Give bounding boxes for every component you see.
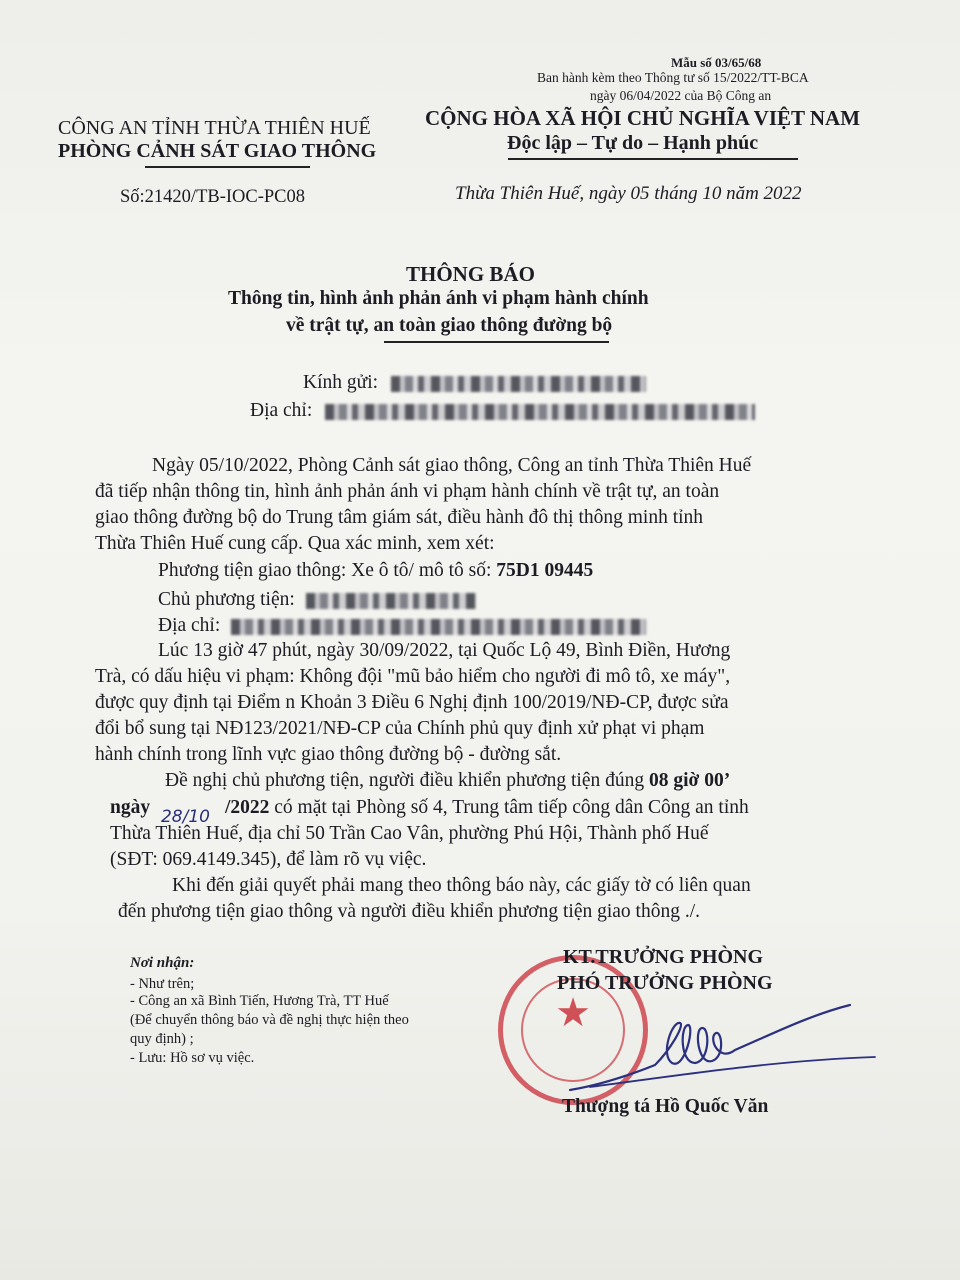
owner-address-row [158,615,646,637]
place-date: Thừa Thiên Huế, ngày 05 tháng 10 năm 2022 [455,183,802,204]
recipient-label: Kính gửi: [303,372,379,393]
body-para1-line1: Ngày 05/10/2022, Phòng Cảnh sát giao thông, Công an tỉnh Thừa Thiên Huế [152,455,752,476]
violation-line3: được quy định tại Điểm n Khoản 3 Điều 6 Nghị định 100/2019/NĐ-CP, được sửa [95,692,729,713]
national-motto: Độc lập – Tự do – Hạnh phúc [507,132,759,154]
violation-line1: Lúc 13 giờ 47 phút, ngày 30/09/2022, tại Quốc Lộ 49, Bình Điền, Hương [158,640,731,661]
request-line1 [165,770,730,792]
request-line4: (SĐT: 069.4149.345), để làm rõ vụ việc. [110,849,427,870]
appointment-year: /2022 [224,797,270,818]
recipients-line1: - Như trên; [130,976,195,992]
signature-title1: KT.TRƯỞNG PHÒNG [563,946,763,968]
document-title: THÔNG BÁO [406,262,535,286]
title-underline [384,341,609,343]
document-subtitle-line1: Thông tin, hình ảnh phản ánh vi phạm hành chính [228,288,649,309]
request-line2 [110,797,749,827]
body-para1-line4: Thừa Thiên Huế cung cấp. Qua xác minh, xem xét: [95,533,495,554]
recipients-line2: - Công an xã Bình Tiến, Hương Trà, TT Huế [130,993,389,1009]
country-name: CỘNG HÒA XÃ HỘI CHỦ NGHĨA VIỆT NAM [425,106,861,130]
document-number: Số:21420/TB-IOC-PC08 [120,187,306,207]
request-location: có mặt tại Phòng số 4, Trung tâm tiếp công dân Công an tỉnh [274,797,749,818]
owner-address-label: Địa chỉ: [158,615,221,636]
signature-title2: PHÓ TRƯỞNG PHÒNG [557,972,773,994]
redacted-owner-name [306,593,476,609]
recipient-address-label: Địa chỉ: [250,400,313,421]
form-code: Mẫu số 03/65/68 [671,55,762,70]
vehicle-label: Phương tiện giao thông: Xe ô tô/ mô tô số: [158,560,492,581]
violation-line2: Trà, có dấu hiệu vi phạm: Không đội "mũ bảo hiểm cho người đi mô tô, xe máy", [95,666,731,687]
recipient-address-row [250,400,755,422]
department-underline [145,166,310,168]
owner-label: Chủ phương tiện: [158,589,295,610]
request-text: Đề nghị chủ phương tiện, người điều khiển phương tiện đúng [165,770,645,791]
appointment-time: 08 giờ 00’ [649,770,731,791]
violation-line5: hành chính trong lĩnh vực giao thông đường bộ - đường sắt. [95,744,562,765]
appointment-day-label: ngày [110,797,151,818]
recipients-title: Nơi nhận: [130,955,195,971]
closing-line1: Khi đến giải quyết phải mang theo thông báo này, các giấy tờ có liên quan [172,875,751,896]
form-issued-line1: Ban hành kèm theo Thông tư số 15/2022/TT-BCA [537,70,809,85]
license-plate: 75D1 09445 [496,560,594,581]
seal-star-icon: ★ [555,990,591,1036]
signer-name: Thượng tá Hồ Quốc Văn [562,1096,769,1117]
body-para1-line3: giao thông đường bộ do Trung tâm giám sát, điều hành đô thị thông minh tỉnh [95,507,704,528]
recipients-line4: quy định) ; [130,1031,194,1047]
redacted-owner-address [231,619,646,635]
closing-line2: đến phương tiện giao thông và người điều khiển phương tiện giao thông ./. [118,901,701,922]
department-name: PHÒNG CẢNH SÁT GIAO THÔNG [58,140,377,162]
redacted-recipient-name [391,376,646,392]
recipients-line5: - Lưu: Hồ sơ vụ việc. [130,1050,255,1066]
motto-underline [508,158,798,160]
handwritten-date: 28/10 [160,807,210,827]
vehicle-row [158,560,593,582]
recipients-line3: (Để chuyển thông báo và đề nghị thực hiện theo [130,1012,409,1028]
owner-row [158,589,476,611]
request-line3: Thừa Thiên Huế, địa chỉ 50 Trần Cao Vân, phường Phú Hội, Thành phố Huế [110,823,709,844]
violation-line4: đổi bổ sung tại NĐ123/2021/NĐ-CP của Chính phủ quy định xử phạt vi phạm [95,718,705,739]
recipient-row [303,372,646,394]
agency-name: CÔNG AN TỈNH THỪA THIÊN HUẾ [58,117,371,139]
body-para1-line2: đã tiếp nhận thông tin, hình ảnh phản ánh vi phạm hành chính về trật tự, an toàn [95,481,720,502]
redacted-recipient-address [325,404,755,420]
form-issued-line2: ngày 06/04/2022 của Bộ Công an [590,88,772,103]
document-subtitle-line2: về trật tự, an toàn giao thông đường bộ [286,315,613,336]
